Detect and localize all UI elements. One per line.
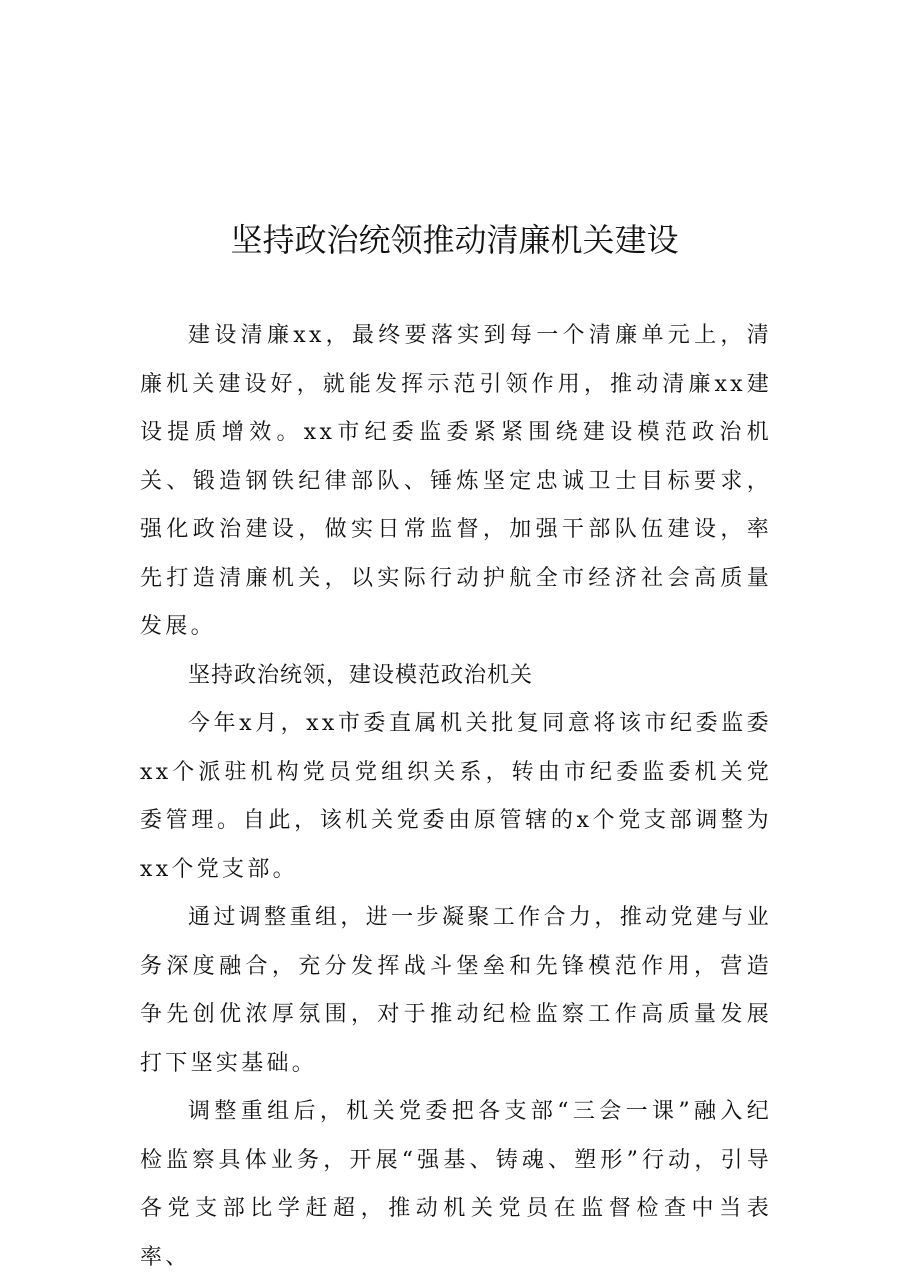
paragraph-after-restructure: 调整重组后，机关党委把各支部“三会一课”融入纪检监察具体业务，开展“强基、铸魂、塑形”行动，引导各党支部比学赶超，推动机关党员在监督检查中当表率、 [140, 1099, 772, 1270]
document-body [140, 312, 772, 1282]
section-heading: 坚持政治统领，建设模范政治机关 [188, 662, 534, 688]
paragraph-restructure: 今年x月，xx市委直属机关批复同意将该市纪委监委xx个派驻机构党员党组织关系，转由市纪委监委机关党委管理。自此，该机关党委由原管辖的x个党支部调整为xx个党支部。 [140, 711, 772, 882]
document-title: 坚持政治统领推动清廉机关建设 [230, 221, 679, 259]
paragraph-integration: 通过调整重组，进一步凝聚工作合力，推动党建与业务深度融合，充分发挥战斗堡垒和先锋模范作用，营造争先创优浓厚氛围，对于推动纪检监察工作高质量发展打下坚实基础。 [140, 905, 772, 1076]
paragraph-intro: 建设清廉xx，最终要落实到每一个清廉单元上，清廉机关建设好，就能发挥示范引领作用，推动清廉xx建设提质增效。xx市纪委监委紧紧围绕建设模范政治机关、锻造钢铁纪律部队、锤炼坚定忠诚卫士目标要求，强化政治建设，做实日常监督，加强干部队伍建设，率先打造清廉机关，以实际行动护航全市经济社会高质量发展。 [140, 323, 772, 639]
